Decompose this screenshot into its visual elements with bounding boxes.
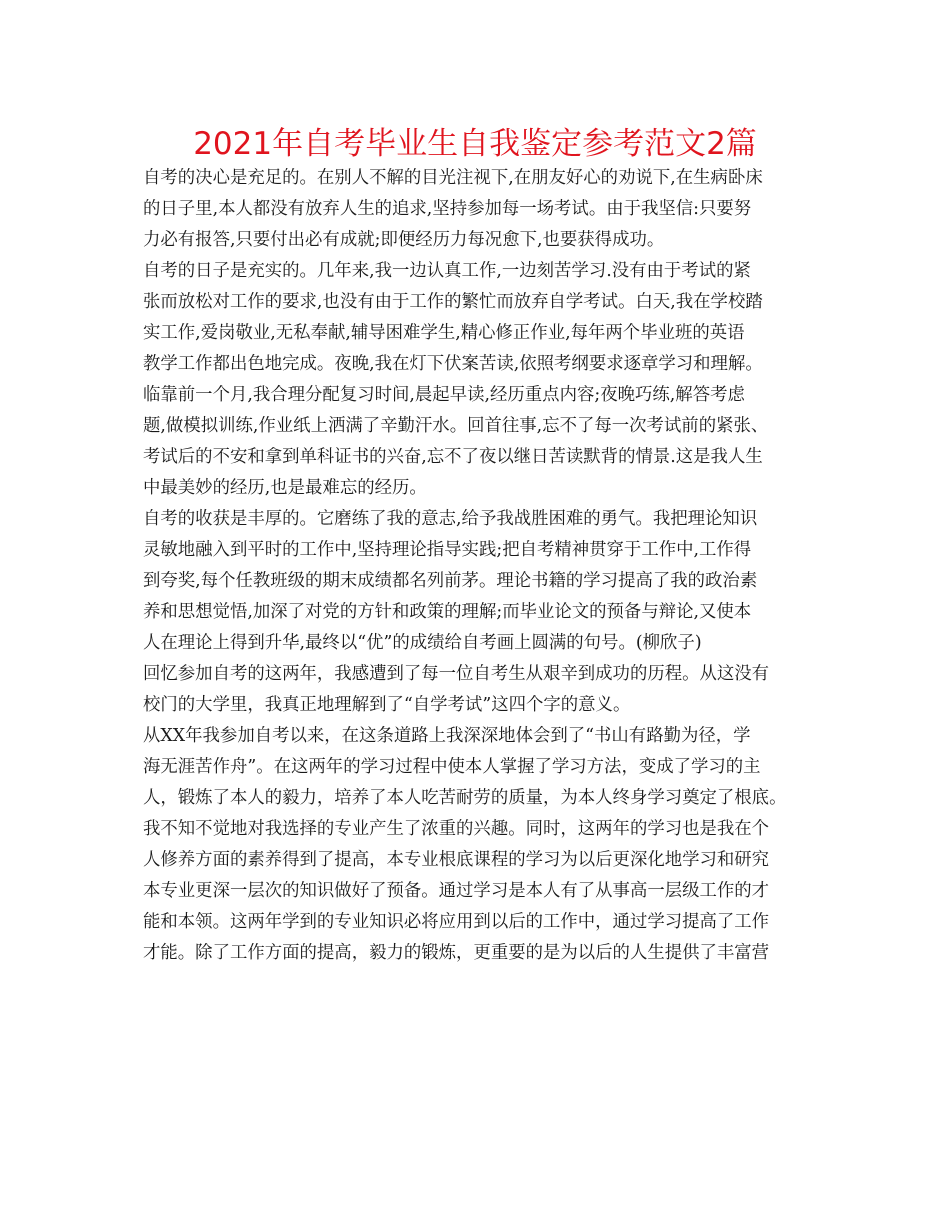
document-body xyxy=(143,163,823,969)
body-line: 本专业更深一层次的知识做好了预备。通过学习是本人有了从事高一层级工作的才 xyxy=(143,881,770,901)
body-line: 养和思想觉悟,加深了对党的方针和政策的理解;而毕业论文的预备与辩论,又使本 xyxy=(143,602,752,622)
body-line: 自考的决心是充足的。在别人不解的目光注视下,在朋友好心的劝说下,在生病卧床 xyxy=(143,168,763,188)
body-line: 自考的日子是充实的。几年来,我一边认真工作,一边刻苦学习.没有由于考试的紧 xyxy=(143,261,751,281)
body-line: 我不知不觉地对我选择的专业产生了浓重的兴趣。同时，这两年的学习也是我在个 xyxy=(143,819,770,839)
body-line: 实工作,爱岗敬业,无私奉献,辅导困难学生,精心修正作业,每年两个毕业班的英语 xyxy=(143,323,745,343)
body-line: 到夸奖,每个任教班级的期末成绩都名列前茅。理论书籍的学习提高了我的政治素 xyxy=(143,571,758,591)
body-line: 考试后的不安和拿到单科证书的兴奋,忘不了夜以继日苦读默背的情景.这是我人生 xyxy=(143,447,763,467)
body-line: 人在理论上得到升华,最终以“优”的成绩给自考画上圆满的句号。(柳欣子) xyxy=(143,633,702,653)
body-line: 自考的收获是丰厚的。它磨练了我的意志,给予我战胜困难的勇气。我把理论知识 xyxy=(143,509,758,529)
body-line: 力必有报答,只要付出必有成就;即便经历力每况愈下,也要获得成功。 xyxy=(143,230,665,250)
body-line: 人修养方面的素养得到了提高，本专业根底课程的学习为以后更深化地学习和研究 xyxy=(143,850,770,870)
body-line: 灵敏地融入到平时的工作中,坚持理论指导实践;把自考精神贯穿于工作中,工作得 xyxy=(143,540,752,560)
body-line: 中最美妙的经历,也是最难忘的经历。 xyxy=(143,478,427,498)
body-line: 能和本领。这两年学到的专业知识必将应用到以后的工作中，通过学习提高了工作 xyxy=(143,912,770,932)
body-line: 从XX年我参加自考以来，在这条道路上我深深地体会到了“书山有路勤为径，学 xyxy=(143,726,751,746)
body-line: 海无涯苦作舟”。在这两年的学习过程中使本人掌握了学习方法，变成了学习的主 xyxy=(143,757,761,777)
body-line: 题,做模拟训练,作业纸上洒满了辛勤汗水。回首往事,忘不了每一次考试前的紧张、 xyxy=(143,416,769,436)
body-line: 教学工作都出色地完成。夜晚,我在灯下伏案苦读,依照考纲要求逐章学习和理解。 xyxy=(143,354,763,374)
body-line: 临靠前一个月,我合理分配复习时间,晨起早读,经历重点内容;夜晚巧练,解答考虑 xyxy=(143,385,745,405)
document-title: 2021年自考毕业生自我鉴定参考范文2篇 xyxy=(193,126,757,162)
body-line: 回忆参加自考的这两年，我感遭到了每一位自考生从艰辛到成功的历程。从这没有 xyxy=(143,664,770,684)
body-line: 张而放松对工作的要求,也没有由于工作的繁忙而放弃自学考试。白天,我在学校踏 xyxy=(143,292,763,312)
body-line: 校门的大学里，我真正地理解到了“自学考试”这四个字的意义。 xyxy=(143,695,631,715)
body-line: 的日子里,本人都没有放弃人生的追求,坚持参加每一场考试。由于我坚信:只要努 xyxy=(143,199,752,219)
body-line: 人，锻炼了本人的毅力，培养了本人吃苦耐劳的质量，为本人终身学习奠定了根底。 xyxy=(143,788,787,808)
body-line: 才能。除了工作方面的提高，毅力的锻炼，更重要的是为以后的人生提供了丰富营 xyxy=(143,943,770,963)
